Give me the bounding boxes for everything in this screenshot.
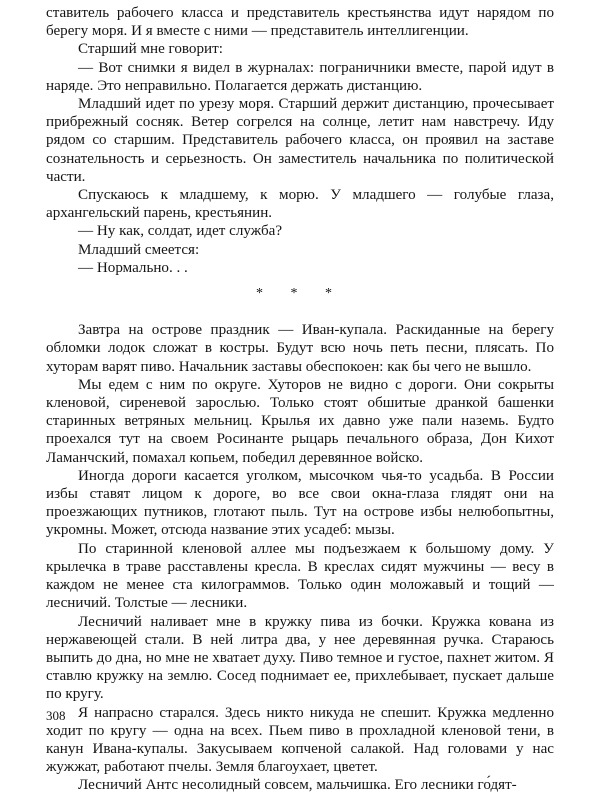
paragraph: — Нормально. . . (78, 259, 188, 276)
text-block-bottom (46, 321, 554, 794)
paragraph: Я напрасно старался. Здесь никто никуда не спешит. Кружка медленно ходит по кругу — одна на всех. Пьем пиво в прохладной кленовой тени, в канун Ивана-купалы. Закусываем копченой салакой. Над головами у нас жужжат, работают пчелы. Земля благоухает, цветет. (46, 704, 554, 776)
paragraph: — Ну как, солдат, идет служба? (78, 223, 283, 240)
paragraph: Младший идет по урезу моря. Старший держит дистанцию, прочесывает прибрежный сосняк. Ветер согрелся на солнце, летит нам навстречу. Иду рядом со старшим. Представитель рабочего класса, он проявил на заставе сознательность и серьезность. Он заместитель начальника по политической части. (46, 96, 554, 185)
paragraph: Старший мне говорит: (78, 41, 223, 58)
paragraph: Лесничий Антс несолидный совсем, мальчишка. Его лесники го́дят- (78, 777, 517, 794)
page-number: 308 (46, 708, 66, 723)
paragraph: ставитель рабочего класса и представитель крестьянства идут нарядом по берегу моря. И я вместе с ними — представитель интеллигенции. (46, 5, 554, 40)
paragraph: Иногда дороги касается уголком, мысочком чья-то усадьба. В России избы ставят лицом к дороге, во все свои окна-глаза глядят они на проезжающих путников, глотают пыль. Тут на острове избы нелюбопытны, укромны. Может, отсюда название этих усадеб: мызы. (46, 467, 554, 539)
section-separator: * * * (256, 286, 344, 302)
paragraph: Завтра на острове праздник — Иван-купала. Раскиданные на берегу обломки лодок сложат в костры. Будут всю ночь петь песни, плясать. По хуторам варят пиво. Начальник заставы обеспокоен: как бы чего не вышло. (46, 322, 554, 375)
body-text (46, 4, 554, 795)
paragraph: Лесничий наливает мне в кружку пива из бочки. Кружка кована из нержавеющей стали. В ней литра два, у нее деревянная ручка. Стараюсь выпить до дна, но мне не хватает духу. Пиво темное и густое, пахнет житом. Я ставлю кружку на землю. Сосед поднимает ее, прихлебывает, пускает дальше по кругу. (46, 613, 554, 703)
paragraph: — Вот снимки я видел в журналах: пограничники вместе, парой идут в наряде. Это неправильно. Полагается держать дистанцию. (46, 59, 554, 94)
text-block-top (46, 4, 554, 277)
paragraph: Младший смеется: (78, 241, 200, 258)
paragraph: По старинной кленовой аллее мы подъезжаем к большому дому. У крылечка в траве расставлены кресла. В креслах сидят мужчины — весу в каждом не менее ста килограммов. Только один моложавый и тощий — лесничий. Толстые — лесники. (46, 540, 554, 612)
paragraph: Мы едем с ним по округе. Хуторов не видно с дороги. Они сокрыты кленовой, сиреневой зарослью. Только стоят обшитые дранкой башенки старинных ветряных мельниц. Крылья их давно уже пали наземь. Будто проехался тут на своем Росинанте рыцарь печального образа, Дон Кихот Ламанчский, помахал копьем, победил деревянное войско. (46, 376, 554, 466)
paragraph: Спускаюсь к младшему, к морю. У младшего — голубые глаза, архангельский парень, крестьянин. (46, 187, 554, 222)
